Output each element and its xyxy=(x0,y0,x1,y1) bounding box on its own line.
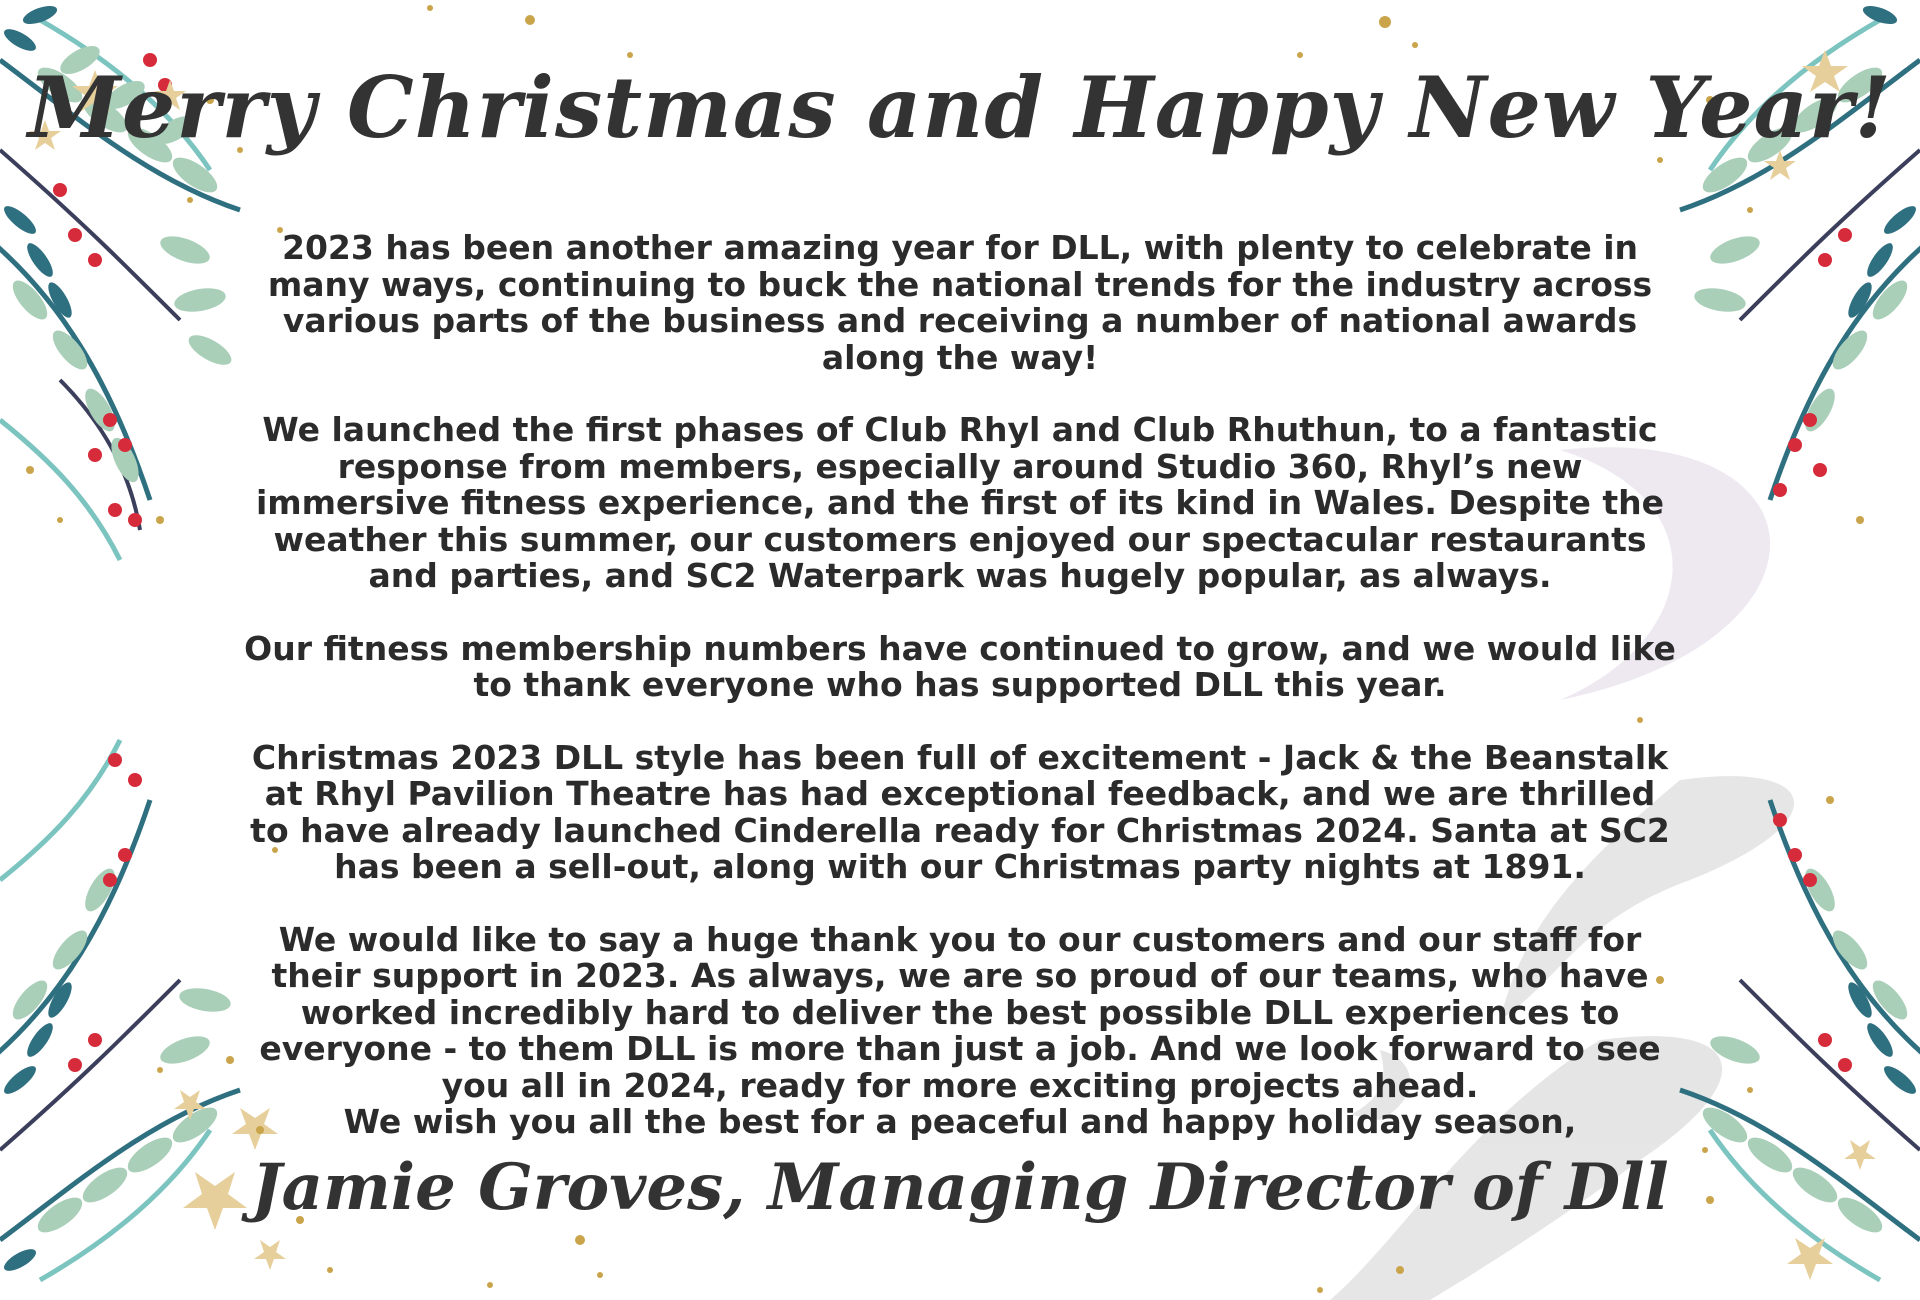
paragraph-christmas-events: Christmas 2023 DLL style has been full of excitement - Jack & the Beanstalk at Rhyl Pavilion Theatre has had exceptional feedback, and we are thrilled to have already launched Cinderella ready for Christmas 2024. Santa at SC2 has been a sell-out, along with our Christmas party nights at 1891. xyxy=(250,737,1670,886)
paragraph-year-summary: 2023 has been another amazing year for DLL, with plenty to celebrate in many ways, continuing to buck the national trends for the industry across various parts of the business and receiving a number of national awards along the way! xyxy=(267,228,1653,377)
paragraph-membership: Our fitness membership numbers have continued to grow, and we would like to thank everyone who has supported DLL this year. xyxy=(244,628,1676,704)
greeting-title: Merry Christmas and Happy New Year! xyxy=(27,58,1893,157)
paragraph-club-launch: We launched the first phases of Club Rhyl and Club Rhuthun, to a fantastic response from members, especially around Studio 360, Rhyl’s new immersive fitness experience, and the first of its kind in Wales. Despite the weather this summer, our customers enjoyed our spectacular restaurants and parties, and SC2 Waterpark was hugely popular, as always. xyxy=(255,410,1665,595)
paragraph-thank-you: We would like to say a huge thank you to our customers and our staff for their support in 2023. As always, we are so proud of our teams, who have worked incredibly hard to deliver the best possible DLL experiences to everyone - to them DLL is more than just a job. And we look forward to see you all in 2024, ready for more exciting projects ahead. xyxy=(259,919,1661,1105)
letter-body xyxy=(240,230,1680,1141)
signature: Jamie Groves, Managing Director of Dll xyxy=(251,1150,1669,1225)
paragraph-holiday-wishes: We wish you all the best for a peaceful and happy holiday season, xyxy=(343,1102,1577,1141)
